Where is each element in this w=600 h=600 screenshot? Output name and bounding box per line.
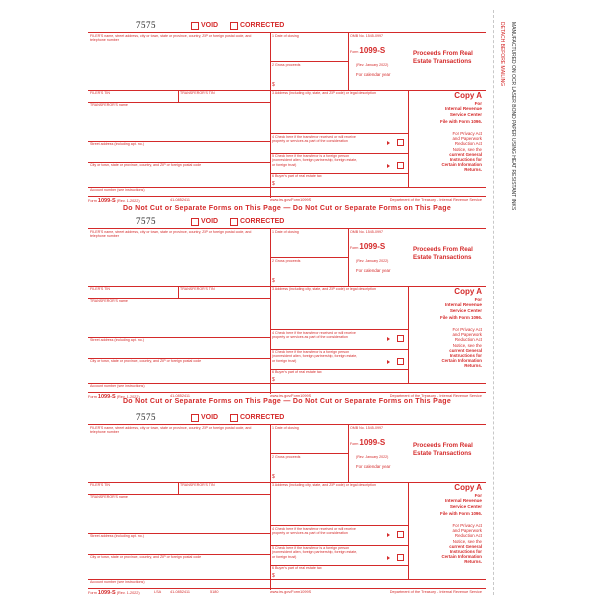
corrected-label: CORRECTED bbox=[240, 22, 285, 29]
corrected-checkbox[interactable] bbox=[230, 22, 238, 30]
manufacture-notice: MANUFACTURED ON OCR LASER BOND PAPER USING HEAT RESISTANT INKS bbox=[510, 22, 516, 211]
box6-label: 6 Buyer's part of real estate tax bbox=[272, 566, 322, 570]
form-grid bbox=[88, 32, 486, 197]
box4-label: 4 Check here if the transferor received or will receive property or services as part of the consideration bbox=[272, 527, 356, 536]
copy-for-irs: For Internal Revenue Service Center bbox=[444, 297, 482, 313]
box6-dollar: $ bbox=[272, 181, 275, 187]
footer-form-id: Form 1099-S (Rev. 1-2022) bbox=[88, 590, 140, 596]
file-with-label: File with Form 1096. bbox=[440, 119, 482, 124]
cut-warning-2: Do Not Cut or Separate Forms on This Page — Do Not Cut or Separate Forms on This Page bbox=[122, 398, 452, 405]
box5-checkbox[interactable] bbox=[397, 554, 404, 561]
corrected-checkbox[interactable] bbox=[230, 414, 238, 422]
perforation-line bbox=[493, 10, 494, 595]
box1-label: 1 Date of closing bbox=[272, 34, 299, 38]
box6-dollar: $ bbox=[272, 377, 275, 383]
form-1099s-1 bbox=[88, 20, 486, 204]
detach-notice: DETACH BEFORE MAILING bbox=[499, 22, 505, 87]
void-checkbox[interactable] bbox=[191, 414, 199, 422]
omb-label: OMB No. 1545-0997 bbox=[350, 426, 383, 430]
box4-checkbox[interactable] bbox=[397, 335, 404, 342]
footer-url: www.irs.gov/Form1099S bbox=[270, 198, 312, 202]
void-checkbox[interactable] bbox=[191, 218, 199, 226]
city-label: City or town, state or province, country, and ZIP or foreign postal code bbox=[90, 163, 202, 167]
box4-arrow-icon bbox=[387, 533, 390, 537]
footer-dept: Department of the Treasury - Internal Revenue Service bbox=[389, 590, 482, 594]
box5-label: 5 Check here if the transferor is a foreign person (nonresident alien, foreign partnership, foreign estate, or foreign trust) bbox=[272, 350, 358, 363]
form-grid bbox=[88, 228, 486, 393]
file-with-label: File with Form 1096. bbox=[440, 315, 482, 320]
calendar-label: For calendar year bbox=[356, 72, 391, 77]
cut-warning-1: Do Not Cut or Separate Forms on This Page — Do Not Cut or Separate Forms on This Page bbox=[122, 205, 452, 212]
file-with-label: File with Form 1096. bbox=[440, 511, 482, 516]
void-label: VOID bbox=[201, 218, 219, 225]
box2-label: 2 Gross proceeds bbox=[272, 63, 301, 67]
calendar-label: For calendar year bbox=[356, 464, 391, 469]
rev-label: (Rev. January 2022) bbox=[356, 455, 389, 459]
corrected-checkbox[interactable] bbox=[230, 218, 238, 226]
privacy-notice: For Privacy Act and Paperwork Reduction Act Notice, see the current General Instructions for Certain Information Returns. bbox=[441, 523, 482, 565]
copy-code: 7575 bbox=[136, 412, 156, 422]
copy-code: 7575 bbox=[136, 216, 156, 226]
box4-checkbox[interactable] bbox=[397, 531, 404, 538]
form-1099s-2 bbox=[88, 216, 486, 400]
omb-label: OMB No. 1545-0997 bbox=[350, 34, 383, 38]
filer-tin-label: FILER'S TIN bbox=[90, 91, 110, 95]
omb-label: OMB No. 1545-0997 bbox=[350, 230, 383, 234]
box5-checkbox[interactable] bbox=[397, 162, 404, 169]
box6-label: 6 Buyer's part of real estate tax bbox=[272, 370, 322, 374]
form-title: Proceeds From Real Estate Transactions bbox=[413, 246, 473, 261]
box2-dollar: $ bbox=[272, 474, 275, 480]
filer-tin-label: FILER'S TIN bbox=[90, 483, 110, 487]
form-title: Proceeds From Real Estate Transactions bbox=[413, 442, 473, 457]
box3-label: 3 Address (including city, state, and ZIP code) or legal description bbox=[272, 287, 376, 291]
form-word: Form bbox=[350, 246, 359, 250]
transferor-tin-label: TRANSFEROR'S TIN bbox=[180, 91, 215, 95]
copy-a-label: Copy A bbox=[454, 287, 482, 296]
box5-checkbox[interactable] bbox=[397, 358, 404, 365]
box6-dollar: $ bbox=[272, 573, 275, 579]
filer-name-label: FILER'S name, street address, city or town, state or province, country, ZIP or foreign postal code, and telephone number bbox=[90, 426, 252, 435]
street-label: Street address (including apt. no.) bbox=[90, 142, 144, 146]
filer-name-label: FILER'S name, street address, city or town, state or province, country, ZIP or foreign postal code, and telephone number bbox=[90, 34, 252, 43]
copy-a-label: Copy A bbox=[454, 483, 482, 492]
form-number: 1099-S bbox=[359, 242, 386, 251]
box3-label: 3 Address (including city, state, and ZIP code) or legal description bbox=[272, 483, 376, 487]
box3-label: 3 Address (including city, state, and ZIP code) or legal description bbox=[272, 91, 376, 95]
box4-label: 4 Check here if the transferor received or will receive property or services as part of the consideration bbox=[272, 331, 356, 340]
box4-label: 4 Check here if the transferor received or will receive property or services as part of the consideration bbox=[272, 135, 356, 144]
corrected-label: CORRECTED bbox=[240, 414, 285, 421]
footer-form-id: Form 1099-S (Rev. 1-2022) bbox=[88, 394, 140, 400]
privacy-notice: For Privacy Act and Paperwork Reduction Act Notice, see the current General Instructions for Certain Information Returns. bbox=[441, 327, 482, 369]
transferor-tin-label: TRANSFEROR'S TIN bbox=[180, 483, 215, 487]
box1-label: 1 Date of closing bbox=[272, 230, 299, 234]
form-word: Form bbox=[350, 442, 359, 446]
footer-url: www.irs.gov/Form1099S bbox=[270, 394, 312, 398]
void-checkbox[interactable] bbox=[191, 22, 199, 30]
box2-dollar: $ bbox=[272, 278, 275, 284]
form-word: Form bbox=[350, 50, 359, 54]
privacy-notice: For Privacy Act and Paperwork Reduction Act Notice, see the current General Instructions for Certain Information Returns. bbox=[441, 131, 482, 173]
box4-checkbox[interactable] bbox=[397, 139, 404, 146]
form-number: 1099-S bbox=[359, 438, 386, 447]
city-label: City or town, state or province, country, and ZIP or foreign postal code bbox=[90, 555, 202, 559]
account-label: Account number (see instructions) bbox=[90, 188, 145, 192]
footer-cat: 41-0852411 bbox=[170, 198, 190, 202]
street-label: Street address (including apt. no.) bbox=[90, 338, 144, 342]
form-title: Proceeds From Real Estate Transactions bbox=[413, 50, 473, 65]
form-grid bbox=[88, 424, 486, 589]
copy-for-irs: For Internal Revenue Service Center bbox=[444, 493, 482, 509]
box4-arrow-icon bbox=[387, 337, 390, 341]
box5-label: 5 Check here if the transferor is a foreign person (nonresident alien, foreign partnership, foreign estate, or foreign trust) bbox=[272, 154, 358, 167]
footer-cat: 41-0852411 bbox=[170, 394, 190, 398]
box4-arrow-icon bbox=[387, 141, 390, 145]
box5-arrow-icon bbox=[387, 556, 390, 560]
box5-arrow-icon bbox=[387, 360, 390, 364]
footer-form-id: Form 1099-S (Rev. 1-2022) bbox=[88, 198, 140, 204]
footer-dept: Department of the Treasury - Internal Revenue Service bbox=[389, 394, 482, 398]
footer-cat: 41-0852411 bbox=[170, 590, 190, 594]
footer-url: www.irs.gov/Form1099S bbox=[270, 590, 312, 594]
box5-label: 5 Check here if the transferor is a foreign person (nonresident alien, foreign partnership, foreign estate, or foreign trust) bbox=[272, 546, 358, 559]
city-label: City or town, state or province, country, and ZIP or foreign postal code bbox=[90, 359, 202, 363]
filer-tin-label: FILER'S TIN bbox=[90, 287, 110, 291]
transferor-name-label: TRANSFEROR'S name bbox=[90, 103, 128, 107]
box2-dollar: $ bbox=[272, 82, 275, 88]
form-number: 1099-S bbox=[359, 46, 386, 55]
box2-label: 2 Gross proceeds bbox=[272, 259, 301, 263]
calendar-label: For calendar year bbox=[356, 268, 391, 273]
footer-dept: Department of the Treasury - Internal Revenue Service bbox=[389, 198, 482, 202]
box2-label: 2 Gross proceeds bbox=[272, 455, 301, 459]
copy-a-label: Copy A bbox=[454, 91, 482, 100]
transferor-tin-label: TRANSFEROR'S TIN bbox=[180, 287, 215, 291]
void-label: VOID bbox=[201, 414, 219, 421]
box1-label: 1 Date of closing bbox=[272, 426, 299, 430]
corrected-label: CORRECTED bbox=[240, 218, 285, 225]
footer-lsa: LSA bbox=[154, 590, 162, 594]
form-header bbox=[88, 22, 486, 32]
rev-label: (Rev. January 2022) bbox=[356, 63, 389, 67]
form-header bbox=[88, 218, 486, 228]
transferor-name-label: TRANSFEROR'S name bbox=[90, 495, 128, 499]
account-label: Account number (see instructions) bbox=[90, 384, 145, 388]
box5-arrow-icon bbox=[387, 164, 390, 168]
copy-code: 7575 bbox=[136, 20, 156, 30]
filer-name-label: FILER'S name, street address, city or town, state or province, country, ZIP or foreign postal code, and telephone number bbox=[90, 230, 252, 239]
copy-for-irs: For Internal Revenue Service Center bbox=[444, 101, 482, 117]
void-label: VOID bbox=[201, 22, 219, 29]
rev-label: (Rev. January 2022) bbox=[356, 259, 389, 263]
box6-label: 6 Buyer's part of real estate tax bbox=[272, 174, 322, 178]
street-label: Street address (including apt. no.) bbox=[90, 534, 144, 538]
account-label: Account number (see instructions) bbox=[90, 580, 145, 584]
footer-code: 5180 bbox=[210, 590, 219, 594]
form-header bbox=[88, 414, 486, 424]
form-1099s-3 bbox=[88, 412, 486, 596]
transferor-name-label: TRANSFEROR'S name bbox=[90, 299, 128, 303]
